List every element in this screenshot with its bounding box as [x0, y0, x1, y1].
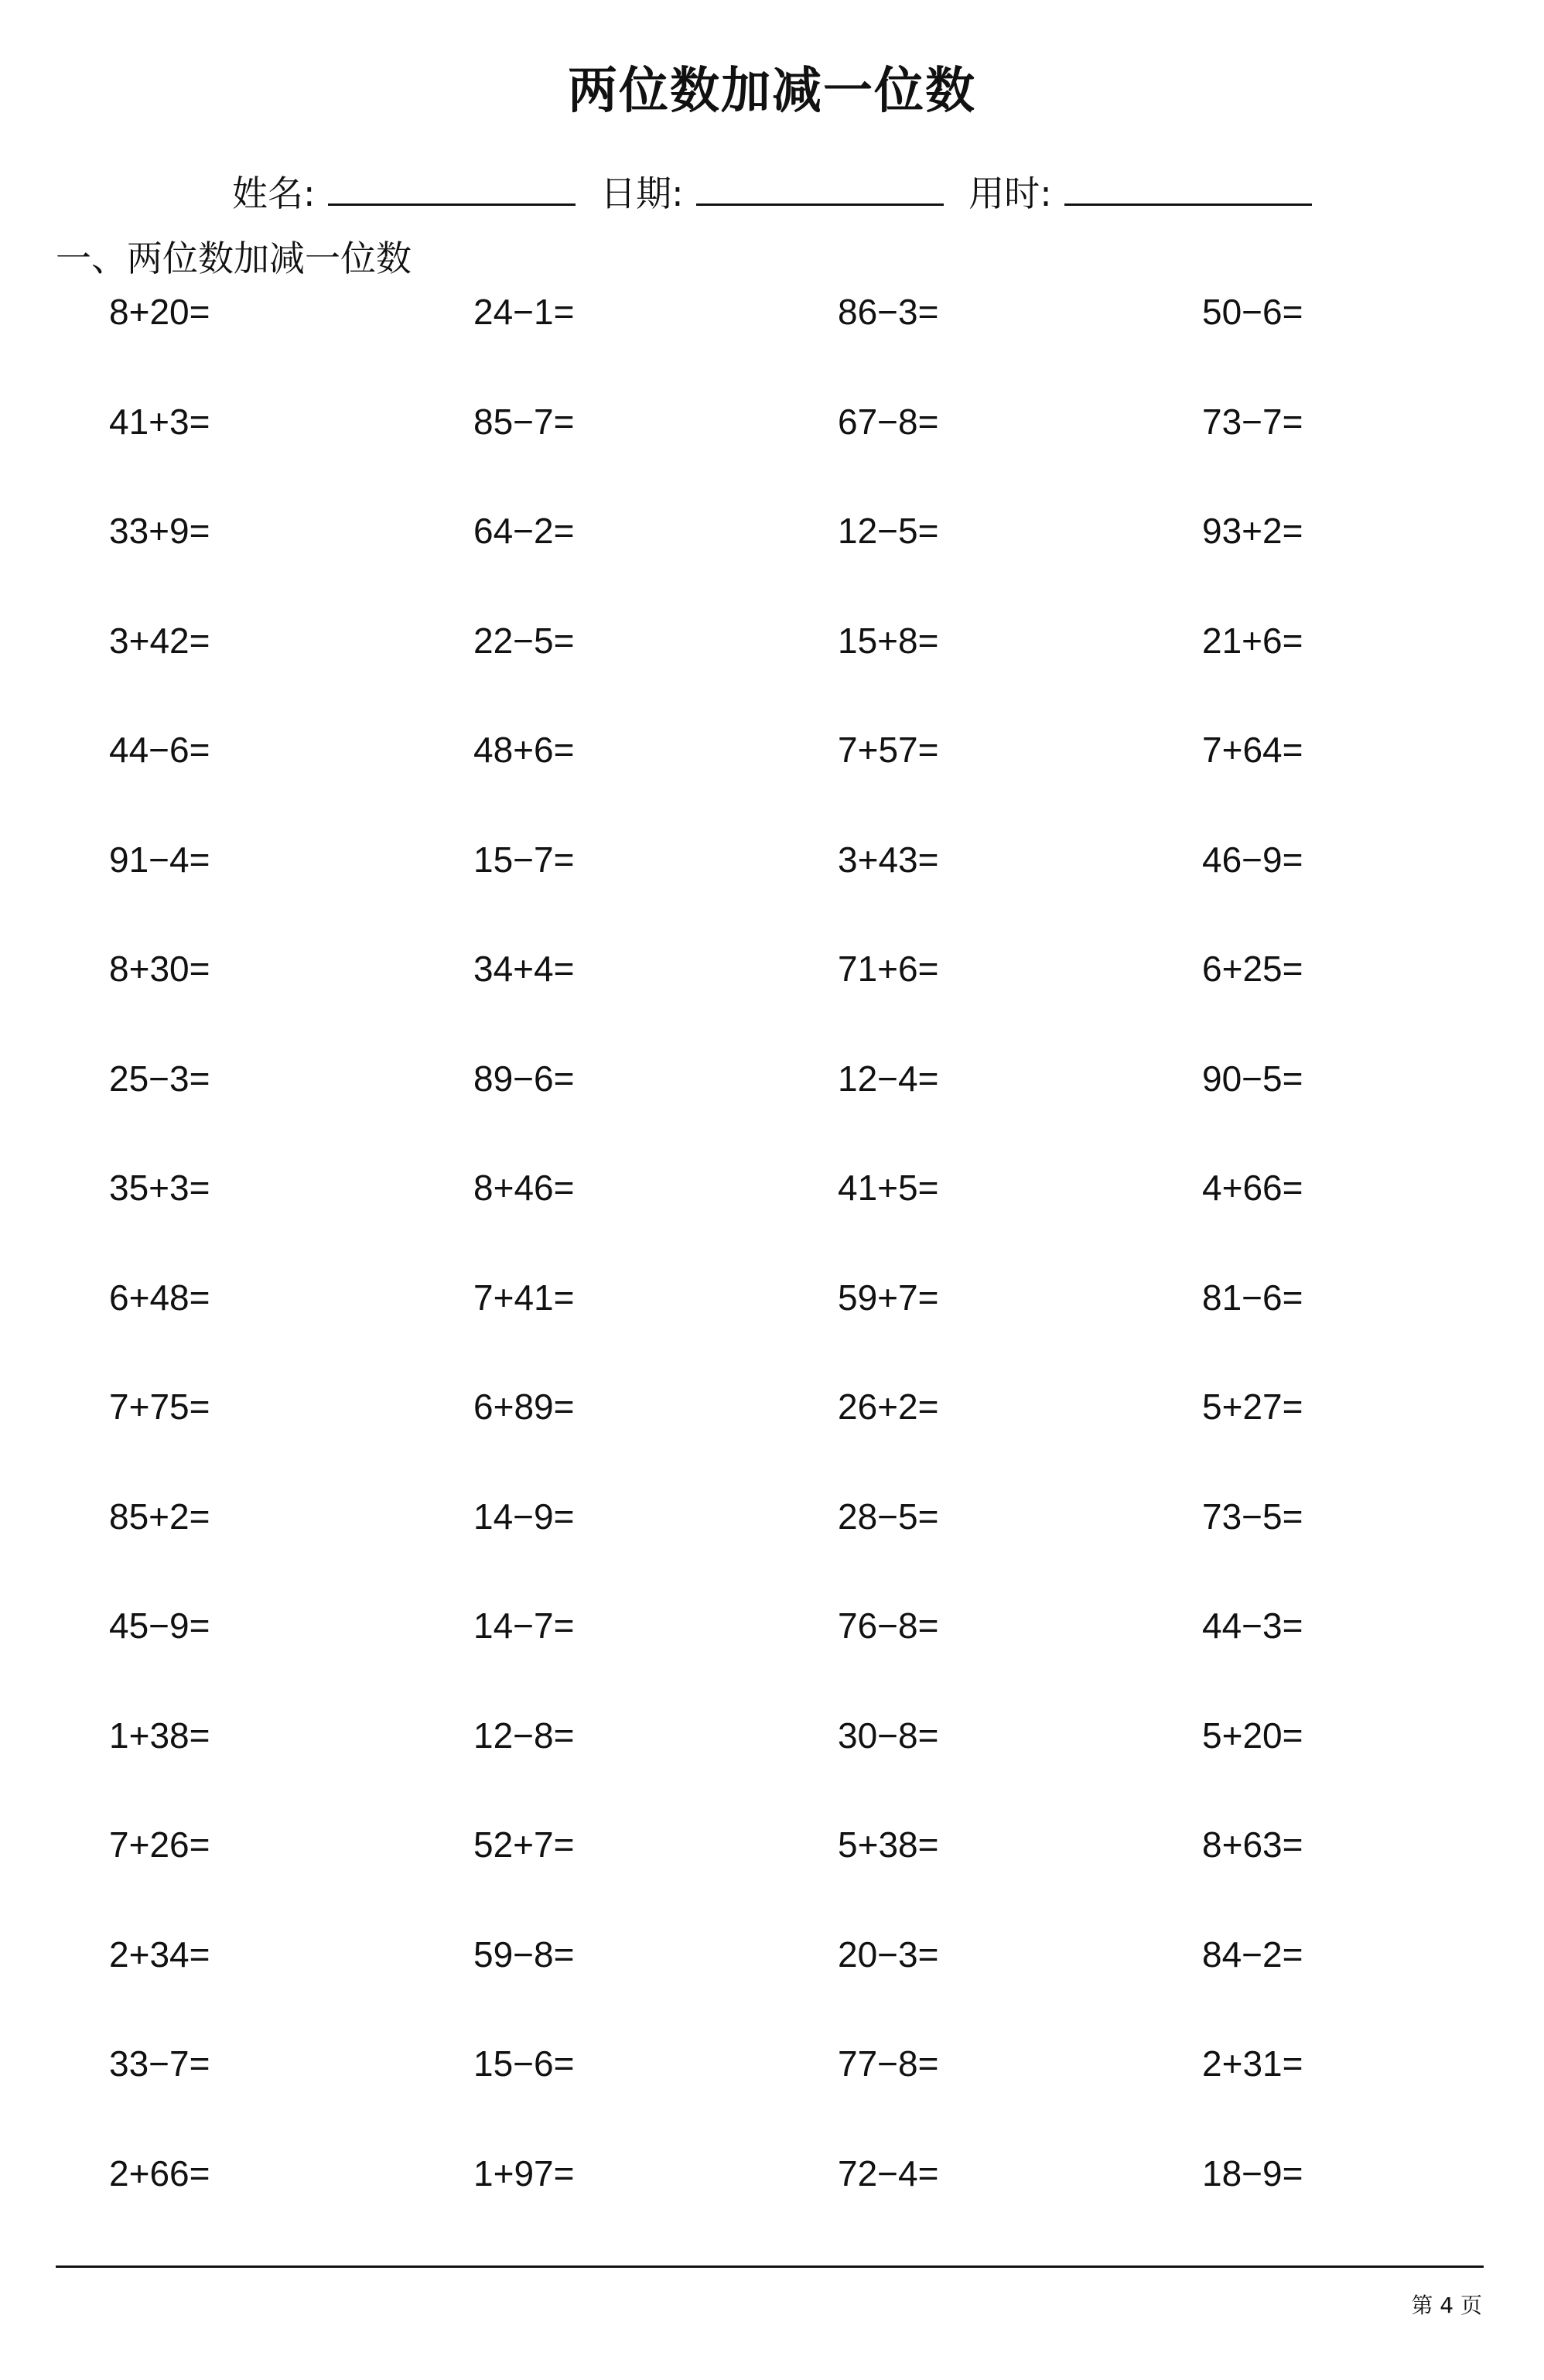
problem-item: 12−5=: [838, 511, 939, 551]
problem-item: 7+41=: [473, 1277, 575, 1318]
problem-item: 72−4=: [838, 2153, 939, 2194]
problem-item: 18−9=: [1202, 2153, 1303, 2194]
problem-item: 2+31=: [1202, 2043, 1303, 2084]
page-number: 第 4 页: [1411, 2293, 1482, 2318]
problem-item: 15−6=: [473, 2043, 575, 2084]
problem-item: 7+64=: [1202, 730, 1303, 770]
problem-item: 52+7=: [473, 1824, 575, 1865]
time-label: 用时:: [968, 173, 1052, 214]
problem-item: 26+2=: [838, 1387, 939, 1427]
problem-item: 93+2=: [1202, 511, 1303, 551]
problem-item: 14−9=: [473, 1496, 575, 1537]
problem-item: 48+6=: [473, 730, 575, 770]
problem-item: 8+63=: [1202, 1824, 1303, 1865]
problem-item: 22−5=: [473, 620, 575, 661]
problem-item: 91−4=: [109, 839, 210, 880]
problem-item: 21+6=: [1202, 620, 1303, 661]
problem-item: 7+57=: [838, 730, 939, 770]
page-title: 两位数加减一位数: [568, 63, 976, 120]
problem-item: 86−3=: [838, 292, 939, 332]
problem-item: 34+4=: [473, 949, 575, 989]
student-info: [232, 166, 1326, 217]
problem-item: 41+5=: [838, 1168, 939, 1208]
problem-item: 64−2=: [473, 511, 575, 551]
problem-item: 8+46=: [473, 1168, 575, 1208]
problem-item: 84−2=: [1202, 1934, 1303, 1975]
problem-grid: [109, 291, 1544, 2262]
problem-item: 1+97=: [473, 2153, 575, 2194]
problem-item: 28−5=: [838, 1496, 939, 1537]
problem-item: 5+38=: [838, 1824, 939, 1865]
problem-item: 33−7=: [109, 2043, 210, 2084]
problem-item: 59+7=: [838, 1277, 939, 1318]
problem-item: 7+26=: [109, 1824, 210, 1865]
problem-item: 30−8=: [838, 1715, 939, 1756]
problem-item: 77−8=: [838, 2043, 939, 2084]
problem-item: 81−6=: [1202, 1277, 1303, 1318]
problem-item: 5+20=: [1202, 1715, 1303, 1756]
problem-item: 8+30=: [109, 949, 210, 989]
problem-item: 1+38=: [109, 1715, 210, 1756]
problem-item: 50−6=: [1202, 292, 1303, 332]
problem-item: 90−5=: [1202, 1058, 1303, 1099]
problem-item: 46−9=: [1202, 839, 1303, 880]
problem-item: 73−5=: [1202, 1496, 1303, 1537]
problem-item: 15+8=: [838, 620, 939, 661]
footer-divider: [56, 2265, 1484, 2268]
problem-item: 3+43=: [838, 839, 939, 880]
problem-item: 15−7=: [473, 839, 575, 880]
date-blank[interactable]: [696, 169, 944, 206]
problem-item: 76−8=: [838, 1605, 939, 1646]
problem-item: 3+42=: [109, 620, 210, 661]
problem-item: 71+6=: [838, 949, 939, 989]
problem-item: 14−7=: [473, 1605, 575, 1646]
problem-item: 12−8=: [473, 1715, 575, 1756]
problem-item: 12−4=: [838, 1058, 939, 1099]
problem-item: 73−7=: [1202, 401, 1303, 442]
date-label: 日期:: [600, 173, 684, 214]
problem-item: 35+3=: [109, 1168, 210, 1208]
problem-item: 7+75=: [109, 1387, 210, 1427]
problem-item: 5+27=: [1202, 1387, 1303, 1427]
problem-item: 25−3=: [109, 1058, 210, 1099]
problem-item: 4+66=: [1202, 1168, 1303, 1208]
problem-item: 41+3=: [109, 401, 210, 442]
problem-item: 8+20=: [109, 292, 210, 332]
problem-item: 2+66=: [109, 2153, 210, 2194]
problem-item: 59−8=: [473, 1934, 575, 1975]
problem-item: 6+25=: [1202, 949, 1303, 989]
problem-item: 45−9=: [109, 1605, 210, 1646]
section-title: 一、两位数加减一位数: [56, 238, 412, 279]
problem-item: 2+34=: [109, 1934, 210, 1975]
problem-item: 44−6=: [109, 730, 210, 770]
problem-item: 85−7=: [473, 401, 575, 442]
problem-item: 20−3=: [838, 1934, 939, 1975]
name-blank[interactable]: [328, 169, 576, 206]
problem-item: 6+48=: [109, 1277, 210, 1318]
problem-item: 67−8=: [838, 401, 939, 442]
problem-item: 44−3=: [1202, 1605, 1303, 1646]
problem-item: 89−6=: [473, 1058, 575, 1099]
problem-item: 85+2=: [109, 1496, 210, 1537]
problem-item: 6+89=: [473, 1387, 575, 1427]
problem-item: 33+9=: [109, 511, 210, 551]
name-label: 姓名:: [232, 173, 316, 214]
time-blank[interactable]: [1064, 169, 1312, 206]
problem-item: 24−1=: [473, 292, 575, 332]
